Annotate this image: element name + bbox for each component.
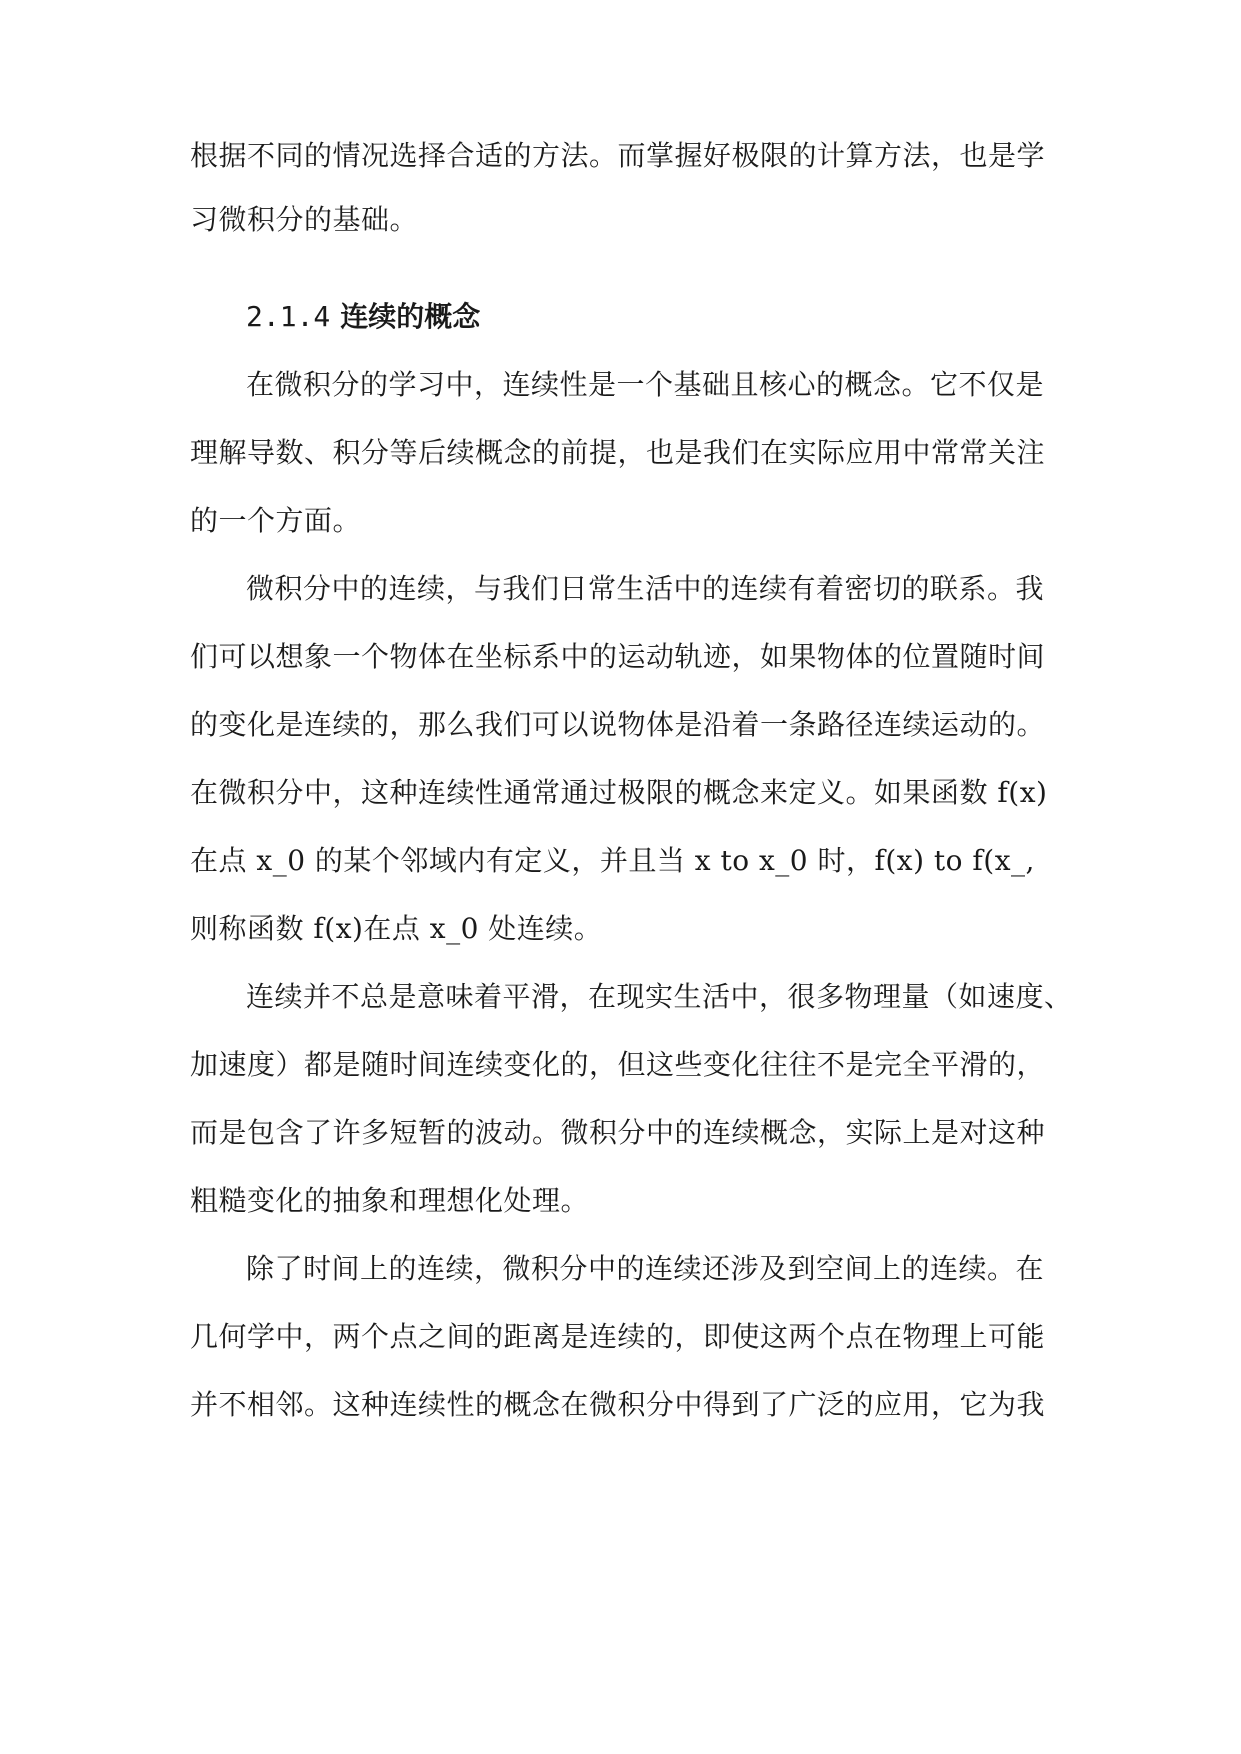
paragraph-first-line: 除了时间上的连续，微积分中的连续还涉及到空间上的连续。在 [246,1252,1045,1285]
paragraph-first-line: 连续并不总是意味着平滑，在现实生活中，很多物理量（如速度、 [246,980,1073,1013]
text-line: 在点 x_0 的某个邻域内有定义，并且当 x to x_0 时，f(x) to f(x_, [190,844,1035,877]
section-heading [246,297,480,337]
section-title: 连续的概念 [340,300,481,333]
text-line: 习微积分的基础。 [190,203,419,236]
section-number: 2.1.4 [246,300,331,333]
text-line: 则称函数 f(x)在点 x_0 处连续。 [190,912,603,945]
paragraph-first-line: 微积分中的连续，与我们日常生活中的连续有着密切的联系。我 [246,572,1045,605]
text-line: 在微积分中，这种连续性通常通过极限的概念来定义。如果函数 f(x) [190,776,1048,809]
text-line: 并不相邻。这种连续性的概念在微积分中得到了广泛的应用，它为我 [190,1388,1046,1421]
text-line: 加速度）都是随时间连续变化的，但这些变化往往不是完全平滑的， [190,1048,1046,1081]
paragraph-first-line: 在微积分的学习中，连续性是一个基础且核心的概念。它不仅是 [246,368,1045,401]
text-line: 粗糙变化的抽象和理想化处理。 [190,1184,590,1217]
text-line: 几何学中，两个点之间的距离是连续的，即使这两个点在物理上可能 [190,1320,1046,1353]
text-line: 的一个方面。 [190,504,362,537]
text-line: 而是包含了许多短暂的波动。微积分中的连续概念，实际上是对这种 [190,1116,1046,1149]
text-line: 根据不同的情况选择合适的方法。而掌握好极限的计算方法，也是学 [190,139,1046,172]
text-line: 们可以想象一个物体在坐标系中的运动轨迹，如果物体的位置随时间 [190,640,1046,673]
text-line: 理解导数、积分等后续概念的前提，也是我们在实际应用中常常关注 [190,436,1046,469]
text-line: 的变化是连续的，那么我们可以说物体是沿着一条路径连续运动的。 [190,708,1046,741]
